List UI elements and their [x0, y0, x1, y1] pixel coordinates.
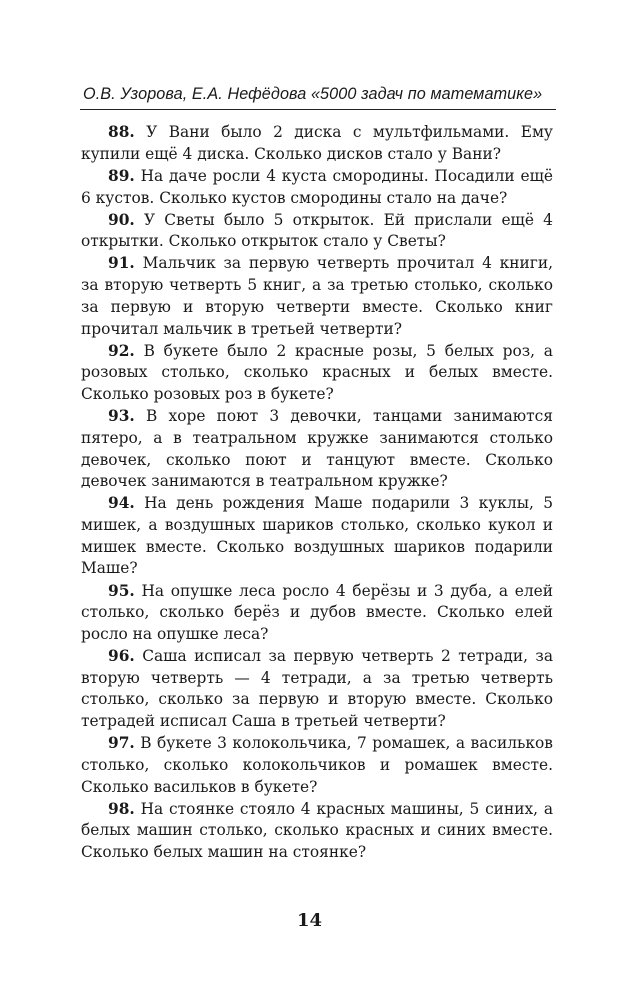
problem-96 — [81, 646, 553, 733]
problem-88 — [81, 122, 553, 165]
problem-text: У Вани было 2 диска с мультфильмами. Ему купили ещё 4 диска. Сколько дисков стало у Вани? — [81, 123, 553, 163]
problem-93 — [81, 406, 553, 493]
problem-list — [81, 122, 553, 864]
problem-text: В букете 3 колокольчика, 7 ромашек, а васильков столько, сколько колокольчиков и ромашек вместе. Сколько васильков в букете? — [81, 734, 553, 796]
problem-91 — [81, 253, 553, 340]
problem-92 — [81, 341, 553, 406]
problem-number: 95. — [108, 581, 135, 600]
problem-number: 92. — [108, 341, 135, 360]
problem-text: На даче росли 4 куста смородины. Посадили ещё 6 кустов. Сколько кустов смородины стало на даче? — [81, 166, 553, 207]
problem-text: В хоре поют 3 девочки, танцами занимаются пятеро, а в театральном кружке занимаются столько девочек, сколько поют и танцуют вместе. Сколько девочек занимаются в театральном кружке? — [81, 407, 553, 491]
problem-90 — [81, 210, 553, 253]
problem-number: 94. — [108, 494, 135, 513]
problem-98 — [81, 799, 553, 864]
problem-97 — [81, 733, 553, 798]
problem-text: Мальчик за первую четверть прочитал 4 книги, за вторую четверть 5 книг, а за третью столько, сколько за первую и вторую четверти вместе. Сколько книг прочитал мальчик в третьей четверти? — [81, 254, 553, 338]
problem-number: 91. — [108, 254, 135, 273]
problem-number: 96. — [108, 647, 135, 665]
problem-text: На стоянке стояло 4 красных машины, 5 синих, а белых машин столько, сколько красных и синих вместе. Сколько белых машин на стоянке? — [81, 799, 553, 862]
book-header: О.В. Узорова, Е.А. Нефёдова «5000 задач по математике» — [83, 85, 543, 103]
problem-text: В букете было 2 красные розы, 5 белых роз, а розовых столько, сколько красных и белых вместе. Сколько розовых роз в букете? — [81, 341, 553, 403]
header-divider — [80, 109, 556, 110]
problem-number: 98. — [108, 799, 135, 818]
problem-text: На опушке леса росло 4 берёзы и 3 дуба, а елей столько, сколько берёз и дубов вместе. Сколько елей росло на опушке леса? — [81, 581, 553, 643]
problem-text: Саша исписал за первую четверть 2 тетради, за вторую четверть — 4 тетради, а за третью четверть столько, сколько за первую и вторую вместе. Сколько тетрадей исписал Саша в третьей четверти? — [81, 647, 553, 731]
page-number: 14 — [296, 910, 323, 931]
problem-number: 97. — [108, 734, 135, 753]
problem-text: У Светы было 5 открыток. Ей прислали ещё 4 открытки. Сколько открыток стало у Светы? — [81, 210, 553, 251]
problem-number: 90. — [108, 210, 135, 229]
problem-text: На день рождения Маше подарили 3 куклы, 5 мишек, а воздушных шариков столько, сколько кукол и мишек вместе. Сколько воздушных шариков подарили Маше? — [81, 494, 553, 578]
problem-89 — [81, 166, 553, 209]
problem-94 — [81, 493, 553, 580]
problem-number: 93. — [108, 407, 135, 426]
problem-95 — [81, 581, 553, 646]
problem-number: 88. — [108, 123, 135, 141]
problem-number: 89. — [108, 166, 135, 185]
